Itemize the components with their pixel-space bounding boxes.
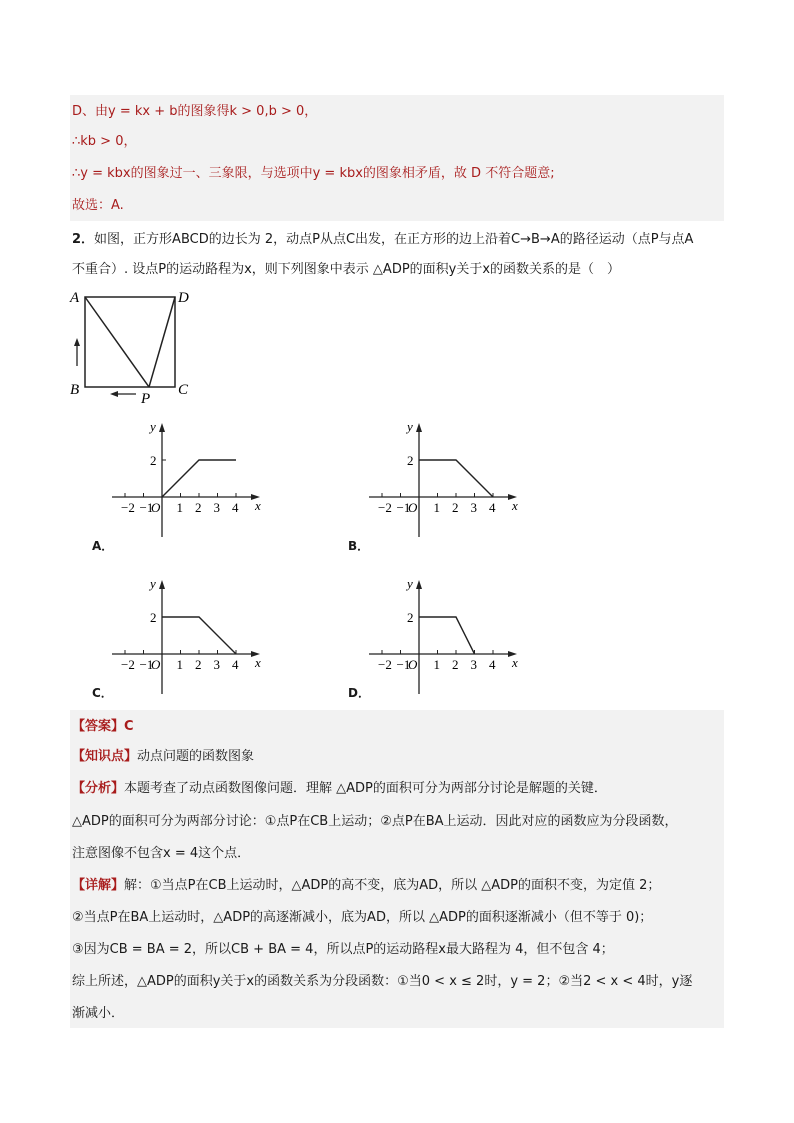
analysis-line-2: △ADP的面积可分为两部分讨论：①点P在CB上运动；②点P在BA上运动．因此对应的函数应为分段函数， bbox=[72, 814, 678, 829]
up-arrow-icon bbox=[74, 338, 80, 346]
x-tick-label: −1 bbox=[396, 657, 411, 672]
option-c-label[interactable]: C． bbox=[92, 686, 113, 700]
option-d-graph bbox=[364, 574, 544, 714]
function-graph-line bbox=[419, 617, 475, 654]
y-axis-label: y bbox=[407, 576, 413, 591]
answer-tag: 【答案】 bbox=[72, 719, 125, 734]
x-axis-label: x bbox=[512, 655, 518, 670]
x-tick-label: 3 bbox=[213, 500, 220, 515]
x-tick-label: −1 bbox=[139, 657, 154, 672]
x-tick-label: −1 bbox=[396, 500, 411, 515]
x-tick-label: 2 bbox=[452, 657, 459, 672]
square-figure bbox=[66, 286, 196, 406]
x-tick-label: 4 bbox=[232, 500, 239, 515]
prev-solution-line-2: ∴kb > 0， bbox=[72, 134, 137, 149]
option-b-label[interactable]: B． bbox=[348, 539, 370, 553]
x-tick-label: 1 bbox=[433, 657, 440, 672]
y-axis-arrow-icon bbox=[159, 423, 165, 432]
y-axis-label: y bbox=[407, 419, 413, 434]
knowledge-line bbox=[72, 749, 254, 765]
function-graph-line bbox=[419, 460, 493, 497]
label-d: D bbox=[178, 290, 189, 306]
prev-solution-line-4: 故选：A. bbox=[72, 198, 124, 213]
y-axis-label: y bbox=[150, 576, 156, 591]
x-tick-label: 3 bbox=[213, 657, 220, 672]
analysis-line-3: 注意图像不包含x = 4这个点． bbox=[72, 846, 251, 861]
x-tick-label: 3 bbox=[470, 657, 477, 672]
question-number: 2． bbox=[72, 232, 95, 247]
label-b: B bbox=[70, 382, 80, 398]
x-axis-label: x bbox=[255, 498, 261, 513]
knowledge-text: 动点问题的函数图象 bbox=[137, 749, 255, 764]
y-tick-label: 2 bbox=[407, 610, 414, 625]
y-axis-label: y bbox=[150, 419, 156, 434]
function-graph-line bbox=[162, 617, 236, 654]
question-text-1: 如图，正方形ABCD的边长为 2，动点P从点C出发，在正方形的边上沿着C→B→A的路径运动（点P与点A bbox=[94, 232, 694, 247]
y-axis-arrow-icon bbox=[416, 423, 422, 432]
analysis-text-1: 本题考查了动点函数图像问题．理解 △ADP的面积可分为两部分讨论是解题的关键． bbox=[124, 781, 607, 796]
x-tick-label: −2 bbox=[121, 657, 135, 672]
detail-line-5: 渐减小． bbox=[72, 1006, 125, 1021]
x-tick-label: 1 bbox=[176, 500, 183, 515]
answer-line bbox=[72, 719, 134, 735]
x-tick-label: 1 bbox=[433, 500, 440, 515]
question-line-2: 不重合）. 设点P的运动路程为x，则下列图象中表示 △ADP的面积y关于x的函数关系的是（ ） bbox=[72, 262, 621, 277]
x-tick-label: −1 bbox=[139, 500, 154, 515]
x-axis-label: x bbox=[255, 655, 261, 670]
option-b-graph bbox=[364, 417, 544, 557]
x-tick-label: −2 bbox=[121, 500, 135, 515]
y-tick-label: 2 bbox=[150, 453, 157, 468]
detail-line-3: ③因为CB = BA = 2，所以CB + BA = 4，所以点P的运动路程x最大路程为 4，但不包含 4； bbox=[72, 942, 614, 957]
answer-value: C bbox=[124, 719, 134, 734]
y-tick-label: 2 bbox=[150, 610, 157, 625]
x-tick-label: 3 bbox=[470, 500, 477, 515]
analysis-line-1 bbox=[72, 781, 607, 797]
x-tick-label: O bbox=[151, 500, 161, 515]
segment-ap bbox=[85, 297, 149, 387]
x-tick-label: 2 bbox=[195, 657, 202, 672]
segment-dp bbox=[149, 297, 175, 387]
detail-text-1: 解：①当点P在CB上运动时，△ADP的高不变，底为AD，所以 △ADP的面积不变，为定值 2； bbox=[124, 878, 661, 893]
option-d-label[interactable]: D． bbox=[348, 686, 370, 700]
x-tick-label: 2 bbox=[195, 500, 202, 515]
x-axis-label: x bbox=[512, 498, 518, 513]
label-a: A bbox=[70, 290, 80, 306]
x-tick-label: 4 bbox=[489, 657, 496, 672]
knowledge-tag: 【知识点】 bbox=[72, 749, 138, 764]
detail-tag: 【详解】 bbox=[72, 878, 125, 893]
x-tick-label: O bbox=[151, 657, 161, 672]
y-tick-label: 2 bbox=[407, 453, 414, 468]
detail-line-4: 综上所述，△ADP的面积y关于x的函数关系为分段函数：①当0 < x ≤ 2时，y = 2；②当2 < x < 4时，y逐 bbox=[72, 974, 693, 989]
detail-line-2: ②当点P在BA上运动时，△ADP的高逐渐减小，底为AD，所以 △ADP的面积逐渐减小（但不等于 0)； bbox=[72, 910, 653, 925]
x-tick-label: 4 bbox=[232, 657, 239, 672]
x-tick-label: 1 bbox=[176, 657, 183, 672]
x-tick-label: O bbox=[408, 657, 418, 672]
label-p: P bbox=[141, 391, 151, 406]
prev-solution-line-3: ∴y = kbx的图象过一、三象限，与选项中y = kbx的图象相矛盾，故 D 不符合题意; bbox=[72, 166, 555, 181]
x-tick-label: −2 bbox=[378, 500, 392, 515]
y-axis-arrow-icon bbox=[159, 580, 165, 589]
x-tick-label: 4 bbox=[489, 500, 496, 515]
x-tick-label: −2 bbox=[378, 657, 392, 672]
label-c: C bbox=[178, 382, 189, 398]
prev-solution-line-1: D、由y = kx + b的图象得k > 0,b > 0， bbox=[72, 104, 318, 119]
question-line-1 bbox=[72, 232, 693, 248]
option-c-graph bbox=[107, 574, 287, 714]
option-a-graph bbox=[107, 417, 287, 557]
analysis-tag: 【分析】 bbox=[72, 781, 125, 796]
option-a-label[interactable]: A． bbox=[92, 539, 114, 553]
x-tick-label: O bbox=[408, 500, 418, 515]
function-graph-line bbox=[162, 460, 236, 497]
y-axis-arrow-icon bbox=[416, 580, 422, 589]
detail-line-1 bbox=[72, 878, 660, 894]
left-arrow-icon bbox=[110, 391, 118, 397]
x-tick-label: 2 bbox=[452, 500, 459, 515]
